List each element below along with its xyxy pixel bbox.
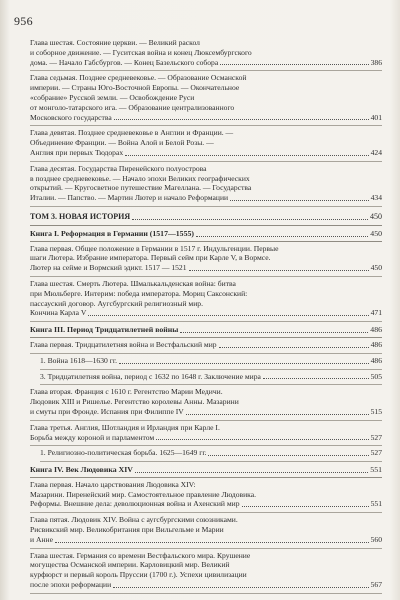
toc-entry-last-line	[40, 372, 382, 382]
toc-entry-text: и смуты при Фронде. Испания при Филиппе IV	[30, 406, 184, 416]
leader-dots	[196, 229, 368, 237]
toc-entry-line: империи. — Страны Юго-Восточной Европы. — Окончательное	[30, 83, 240, 93]
toc-entry-line: от монголо-татарского ига. — Образование централизованного	[30, 102, 235, 112]
toc-entry-line: Мазарини. Пиренейский мир. Самостоятельное правление Людовика.	[30, 489, 257, 499]
toc-entry-line: могущества Османской империи. Карловицкий мир. Великий	[30, 560, 230, 570]
toc-entry	[40, 448, 382, 462]
toc-entry	[30, 279, 382, 322]
toc-entry-text: 3. Тридцатилетняя война, период с 1632 по 1648 г. Заключение мира	[40, 371, 261, 381]
toc-entry-last-line	[30, 433, 382, 443]
toc-entry-text: дома. — Начало Габсбургов. — Конец Базельского собора	[30, 57, 219, 67]
leader-dots	[114, 113, 369, 121]
toc-entry-line: Рисвикский мир. Великобритания при Вильгельме и Марии	[30, 525, 224, 535]
toc-entry-last-line	[30, 499, 382, 509]
toc-entry	[40, 372, 382, 386]
volume-page: 450	[370, 211, 382, 221]
toc-entry	[30, 128, 382, 161]
leader-dots	[186, 407, 369, 415]
toc-entry-line: и соборное движение. — Гуситская война и конец Люксембургского	[30, 47, 252, 57]
toc-entry-page: 560	[370, 534, 382, 544]
toc-entry-line: Глава первая. Общее положение в Германии в 1517 г. Индульгенции. Первые	[30, 243, 279, 253]
toc-entry-line: «собрание» Русской земли. — Освобождение Руси	[30, 92, 195, 102]
book-page: 486	[370, 325, 382, 335]
leader-dots	[263, 372, 369, 380]
book-heading-4	[30, 465, 382, 478]
toc-entry-page: 505	[370, 371, 382, 381]
top-entries	[30, 38, 382, 207]
toc-entry	[30, 515, 382, 548]
leader-dots	[55, 535, 369, 543]
toc-entry-line: Глава вторая. Франция с 1610 г. Регентство Марии Медичи.	[30, 387, 223, 397]
toc-entry-text: Реформы. Внешние дела: деволюционная война и Ахенский мир	[30, 499, 240, 509]
toc-entry-last-line	[30, 58, 382, 68]
toc-entry-page: 434	[370, 193, 382, 203]
toc-entry	[30, 340, 382, 354]
toc-entry-last-line	[30, 407, 382, 417]
toc-entry-line: курфюрст и первый король Пруссии (1700 г.). Успехи цивилизации	[30, 570, 247, 580]
toc-entry-line: шаги Лютера. Избрание императора. Первый сейм при Карле V, в Вормсе.	[30, 253, 271, 263]
leader-dots	[189, 263, 369, 271]
toc-entry-page: 471	[370, 308, 382, 318]
toc-entry-line: Глава девятая. Позднее средневековье в Англии и Франции. —	[30, 128, 234, 138]
toc-entry-last-line	[30, 580, 382, 590]
book4-entries	[30, 480, 382, 594]
toc-entry-text: 1. Религиозно-политическая борьба. 1625—1649 гг.	[40, 448, 207, 458]
toc-entry-page: 450	[370, 263, 382, 273]
toc-entry-page: 527	[370, 432, 382, 442]
toc-entry	[40, 356, 382, 370]
book-heading-3	[30, 325, 382, 338]
toc-entry-last-line	[30, 148, 382, 158]
toc-entry-last-line	[40, 356, 382, 366]
leader-dots	[156, 433, 368, 441]
toc-entry-line: Глава седьмая. Позднее средневековье. — Образование Османской	[30, 73, 247, 83]
table-of-contents	[30, 38, 382, 596]
toc-entry-line: пассауский договор. Аугсбургский религиозный мир.	[30, 298, 203, 308]
leader-dots	[113, 580, 368, 588]
toc-entry	[30, 73, 382, 126]
book-page: 450	[370, 228, 382, 238]
toc-entry-line: открытий. — Кругосветное путешествие Магеллана. — Государства	[30, 183, 252, 193]
volume-title: ТОМ 3. НОВАЯ ИСТОРИЯ	[30, 211, 131, 221]
toc-entry-line: Глава первая. Начало царствования Людовика XIV:	[30, 479, 196, 489]
toc-entry-page: 567	[370, 580, 382, 590]
toc-entry-last-line	[30, 113, 382, 123]
leader-dots	[132, 212, 368, 220]
toc-entry-text: Кончина Карла V	[30, 308, 87, 318]
toc-entry-page: 527	[370, 448, 382, 458]
toc-entry-line: Глава третья. Англия, Шотландия и Ирландия при Карле I.	[30, 422, 220, 432]
toc-entry-last-line	[30, 193, 382, 203]
toc-entry-text: и Анне	[30, 534, 53, 544]
toc-entry-page: 551	[370, 499, 382, 509]
book-title: Книга III. Период Тридцатилетней войны	[30, 325, 179, 335]
toc-entry-line: Глава шестая. Состояние церкви. — Великий раскол	[30, 38, 200, 47]
toc-entry-line: Глава шестая. Смерть Лютера. Шмалькальденская война: битва	[30, 278, 236, 288]
toc-entry-text: Англия при первых Тюдорах	[30, 147, 124, 157]
leader-dots	[220, 58, 368, 66]
toc-entry-last-line	[30, 535, 382, 545]
leader-dots	[125, 148, 368, 156]
toc-entry-text: после эпохи реформации	[30, 580, 112, 590]
page-number: 956	[14, 14, 33, 28]
toc-entry-line: в позднее средневековье. — Начало эпохи Великих географических	[30, 173, 250, 183]
toc-entry-line: Глава десятая. Государства Пиренейского полуострова	[30, 163, 207, 173]
toc-entry-page: 386	[370, 57, 382, 67]
toc-entry	[30, 164, 382, 207]
toc-entry-last-line	[30, 340, 382, 350]
toc-entry-line: при Мюльберге. Интерим: победа императора. Мориц Саксонский:	[30, 288, 248, 298]
leader-dots	[88, 308, 368, 316]
toc-entry-text: Глава первая. Тридцатилетняя война и Вестфальский мир	[30, 339, 217, 349]
leader-dots	[208, 448, 368, 456]
book-title: Книга IV. Век Людовика XIV	[30, 465, 133, 475]
toc-entry-page: 486	[370, 355, 382, 365]
toc-entry-page: 515	[370, 406, 382, 416]
toc-entry-text: Италии. — Папство. — Мартин Лютер и начало Реформации	[30, 193, 229, 203]
toc-entry	[30, 244, 382, 277]
toc-entry-line: Глава шестая. Германия со времени Вестфальского мира. Крушение	[30, 550, 251, 560]
toc-entry	[30, 387, 382, 420]
toc-entry-last-line	[30, 263, 382, 273]
toc-entry-text: Лютер на сейме и Вормский эдикт. 1517 — 1521	[30, 263, 187, 273]
leader-dots	[219, 340, 369, 348]
book1-entries	[30, 244, 382, 323]
toc-entry-last-line	[30, 308, 382, 318]
book3-entries	[30, 340, 382, 462]
toc-entry-text: Борьба между короной и парламентом	[30, 432, 155, 442]
toc-entry	[30, 480, 382, 513]
toc-entry-line: Объединение Франции. — Война Алой и Белой Розы. —	[30, 138, 214, 148]
toc-entry-line: Глава пятая. Людовик XIV. Война с аугсбургскими союзниками.	[30, 515, 238, 525]
toc-entry	[30, 551, 382, 594]
toc-entry-page: 424	[370, 147, 382, 157]
toc-entry-page: 401	[370, 112, 382, 122]
leader-dots	[230, 193, 369, 201]
toc-entry-text: 1. Война 1618—1630 гг.	[40, 355, 117, 365]
toc-entry	[30, 38, 382, 71]
leader-dots	[242, 499, 369, 507]
book-title: Книга I. Реформация в Германии (1517—1555)	[30, 228, 194, 238]
leader-dots	[119, 356, 369, 364]
leader-dots	[180, 325, 368, 333]
toc-entry-line: Людовик XIII и Ришелье. Регентство королевы Анны. Мазарини	[30, 397, 239, 407]
book-page: 551	[370, 465, 382, 475]
toc-entry-page: 486	[370, 339, 382, 349]
toc-entry	[30, 423, 382, 447]
volume-heading	[30, 211, 382, 226]
toc-entry-last-line	[40, 448, 382, 458]
leader-dots	[135, 465, 368, 473]
toc-entry-text: Московского государства	[30, 112, 112, 122]
book-heading-1	[30, 229, 382, 242]
